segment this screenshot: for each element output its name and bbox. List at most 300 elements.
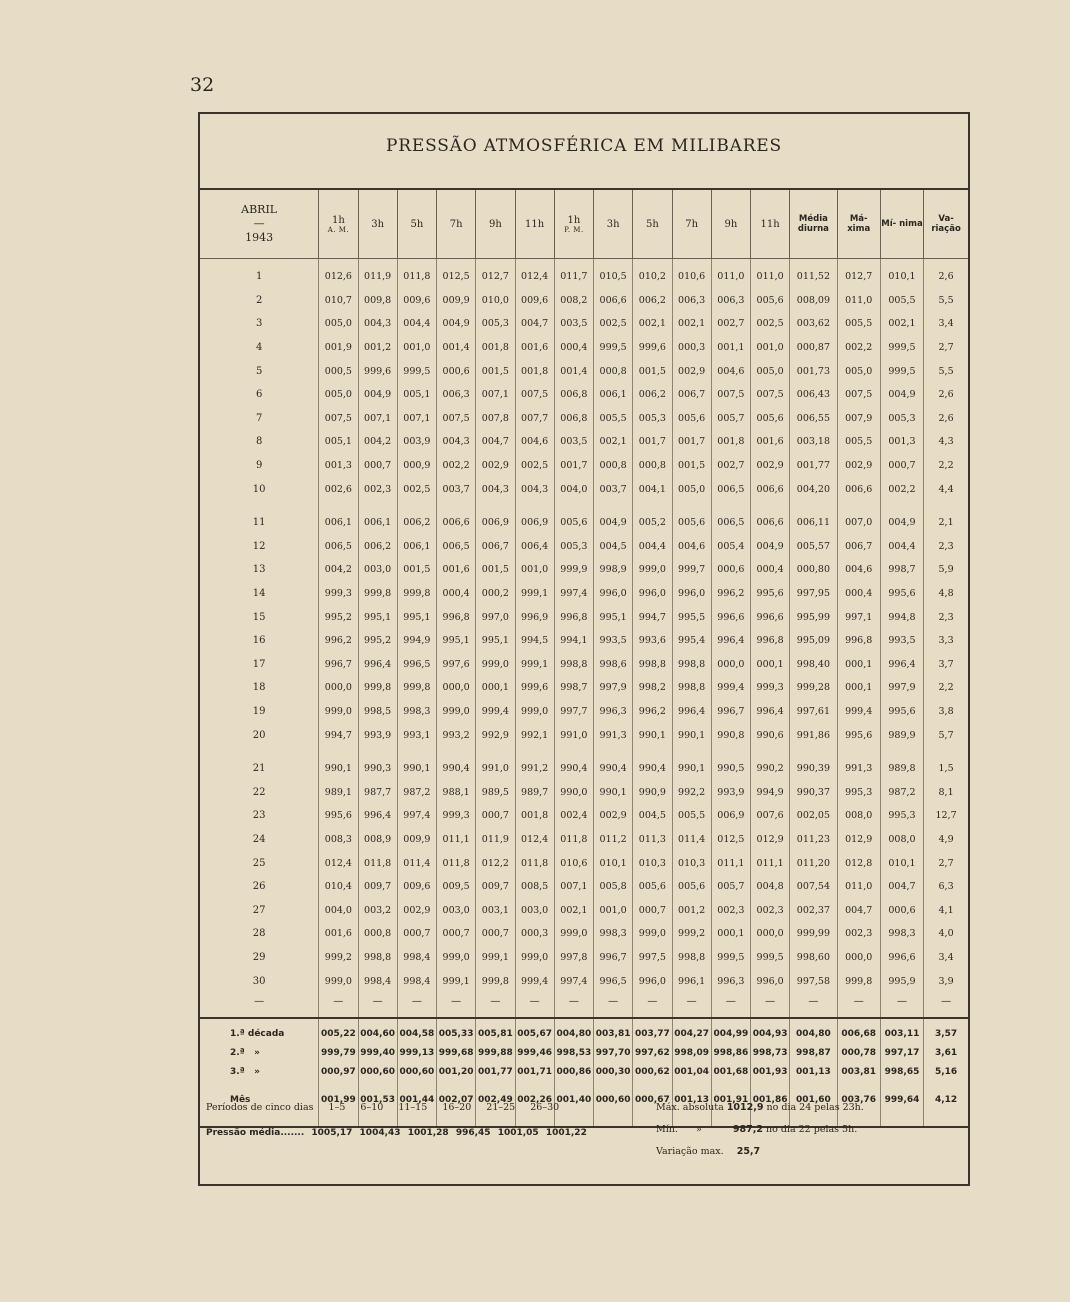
value-cell: 012,4 — [319, 851, 358, 875]
day-cell: 27 — [200, 898, 319, 922]
value-cell: 999,5 — [397, 359, 436, 383]
value-cell: 004,7 — [515, 312, 554, 336]
decade-value: 005,33 — [437, 1025, 476, 1044]
value-cell: 002,3 — [711, 898, 750, 922]
value-cell: 990,4 — [437, 757, 476, 781]
value-cell: 006,9 — [711, 804, 750, 828]
value-cell: 999,0 — [437, 700, 476, 724]
value-cell: 990,1 — [633, 723, 672, 747]
spacer-cell — [476, 501, 515, 511]
value-cell: 002,9 — [672, 359, 711, 383]
value-cell: 998,3 — [397, 700, 436, 724]
decade-label: 3.ª » — [200, 1063, 319, 1082]
spacer-cell — [837, 1018, 880, 1025]
dash-row — [200, 993, 968, 1011]
value-cell: 998,60 — [790, 946, 837, 970]
spacer-cell — [711, 1011, 750, 1018]
value-cell: 2,1 — [938, 517, 954, 529]
value-cell: 003,2 — [358, 898, 397, 922]
spacer-cell — [594, 747, 633, 757]
value-cell: 008,9 — [358, 828, 397, 852]
value-cell: 998,8 — [633, 653, 672, 677]
value-cell: 996,0 — [633, 582, 672, 606]
value-cell: 004,20 — [790, 477, 837, 501]
value-cell: 998,4 — [397, 946, 436, 970]
value-cell: 995,1 — [476, 629, 515, 653]
value-cell: 3,4 — [938, 318, 954, 330]
spacer-cell — [200, 1011, 319, 1018]
decade-value: 001,13 — [790, 1063, 837, 1082]
month-value: 000,67 — [633, 1082, 672, 1118]
hour-header — [594, 190, 633, 259]
dash-cell: — — [515, 993, 554, 1011]
value-cell: 989,1 — [319, 780, 358, 804]
value-cell: 000,3 — [515, 922, 554, 946]
value-cell: 001,8 — [515, 804, 554, 828]
day-cell: 10 — [200, 477, 319, 501]
value-cell: 998,3 — [594, 922, 633, 946]
value-cell: 002,9 — [837, 454, 880, 478]
spacer-cell — [358, 1118, 397, 1127]
value-cell: 010,1 — [880, 851, 923, 875]
value-cell: 011,9 — [476, 828, 515, 852]
value-cell: 009,6 — [515, 289, 554, 313]
hour-period: A. M. — [327, 225, 350, 234]
mean-pressure-value: 1005,17 — [311, 1128, 353, 1138]
value-cell: 002,5 — [751, 312, 790, 336]
value-cell: 995,6 — [880, 700, 923, 724]
day-cell: 2 — [200, 289, 319, 313]
value-cell: 998,6 — [594, 653, 633, 677]
decade-value: 999,40 — [358, 1044, 397, 1063]
value-cell: 006,4 — [515, 535, 554, 559]
value-cell: 001,73 — [790, 359, 837, 383]
value-cell: 992,1 — [515, 723, 554, 747]
day-cell: 23 — [200, 804, 319, 828]
day-cell: 25 — [200, 851, 319, 875]
value-cell: 991,3 — [594, 723, 633, 747]
value-cell: 001,5 — [397, 558, 436, 582]
value-cell: 995,4 — [672, 629, 711, 653]
hour-label: 5h — [410, 218, 424, 230]
value-cell: 005,6 — [672, 407, 711, 431]
decade-value: 005,22 — [319, 1025, 358, 1044]
value-cell: 004,0 — [319, 898, 358, 922]
decade-label: 2.ª » — [200, 1044, 319, 1063]
value-cell: 001,5 — [672, 454, 711, 478]
value-cell: 996,5 — [594, 969, 633, 993]
value-cell: 012,6 — [319, 265, 358, 289]
month-value: 001,99 — [319, 1082, 358, 1118]
value-cell: 996,8 — [554, 605, 593, 629]
value-cell: 009,9 — [437, 289, 476, 313]
value-cell: 997,5 — [633, 946, 672, 970]
value-cell: 5,5 — [938, 294, 954, 306]
decade-row — [200, 1025, 968, 1044]
value-cell: 006,6 — [751, 477, 790, 501]
table-row — [200, 535, 968, 559]
value-cell: 000,0 — [837, 946, 880, 970]
value-cell: 996,6 — [880, 946, 923, 970]
value-cell: 998,9 — [594, 558, 633, 582]
value-cell: 997,9 — [880, 676, 923, 700]
month-value: 000,60 — [594, 1082, 633, 1118]
value-cell: 010,6 — [554, 851, 593, 875]
value-cell: 004,6 — [711, 359, 750, 383]
table-frame — [198, 112, 970, 1186]
value-cell: 006,1 — [397, 535, 436, 559]
value-cell: 997,4 — [397, 804, 436, 828]
value-cell: 3,4 — [938, 951, 954, 963]
value-cell: 990,4 — [554, 757, 593, 781]
value-cell: 003,5 — [554, 430, 593, 454]
value-cell: 001,9 — [319, 336, 358, 360]
decade-value: 005,81 — [476, 1025, 515, 1044]
value-cell: 011,8 — [437, 851, 476, 875]
value-cell: 003,18 — [790, 430, 837, 454]
value-cell: 002,5 — [515, 454, 554, 478]
value-cell: 999,7 — [672, 558, 711, 582]
dash-cell: — — [941, 996, 952, 1008]
table-row — [200, 558, 968, 582]
decade-value: 999,46 — [515, 1044, 554, 1063]
value-cell: 1,5 — [938, 763, 954, 775]
hour-label: 3h — [371, 218, 385, 230]
value-cell: 011,1 — [751, 851, 790, 875]
month-value: 001,60 — [790, 1082, 837, 1118]
value-cell: 006,8 — [554, 383, 593, 407]
value-cell: 007,5 — [711, 383, 750, 407]
value-cell: 000,87 — [790, 336, 837, 360]
hour-period: P. M. — [564, 225, 584, 234]
spacer-cell — [200, 501, 319, 511]
spacer-cell — [515, 1011, 554, 1018]
value-cell: 011,4 — [672, 828, 711, 852]
value-cell: 000,9 — [397, 454, 436, 478]
value-cell: 001,1 — [711, 336, 750, 360]
decade-value: 999,13 — [397, 1044, 436, 1063]
value-cell: 998,8 — [672, 946, 711, 970]
value-cell: 005,5 — [594, 407, 633, 431]
value-cell: 996,0 — [751, 969, 790, 993]
value-cell: 996,2 — [711, 582, 750, 606]
spacer-cell — [751, 501, 790, 511]
value-cell: 4,8 — [938, 588, 954, 600]
spacer-cell — [751, 1011, 790, 1018]
value-cell: 999,8 — [358, 676, 397, 700]
value-cell: 007,5 — [837, 383, 880, 407]
value-cell: 006,7 — [837, 535, 880, 559]
value-cell: 000,4 — [437, 582, 476, 606]
variation-header — [924, 190, 968, 259]
value-cell: 002,3 — [751, 898, 790, 922]
max-label: Máx. absoluta — [656, 1102, 724, 1113]
value-cell: 005,0 — [319, 383, 358, 407]
period: 26–30 — [530, 1102, 560, 1113]
value-cell: 008,3 — [319, 828, 358, 852]
decade-value: 001,68 — [711, 1063, 750, 1082]
value-cell: 000,8 — [594, 359, 633, 383]
decade-value: 000,62 — [633, 1063, 672, 1082]
value-cell: 006,3 — [672, 289, 711, 313]
day-cell: 14 — [200, 582, 319, 606]
variation-label: Variação max. — [656, 1146, 724, 1157]
value-cell: 004,9 — [594, 511, 633, 535]
spacer-cell — [476, 747, 515, 757]
month-value: 001,53 — [358, 1082, 397, 1118]
dash-cell: — — [397, 993, 436, 1011]
value-cell: 006,2 — [397, 511, 436, 535]
value-cell: 995,09 — [790, 629, 837, 653]
value-cell: 011,8 — [554, 828, 593, 852]
value-cell: 010,1 — [880, 265, 923, 289]
value-cell: 990,0 — [554, 780, 593, 804]
hour-label: 1h — [331, 214, 345, 226]
value-cell: 002,4 — [554, 804, 593, 828]
hour-label: 11h — [525, 218, 545, 230]
value-cell: 009,8 — [358, 289, 397, 313]
value-cell: 007,54 — [790, 875, 837, 899]
value-cell: 006,9 — [476, 511, 515, 535]
value-cell: 003,7 — [437, 477, 476, 501]
spacer-cell — [751, 1018, 790, 1025]
spacer-cell — [515, 1018, 554, 1025]
value-cell: 003,7 — [594, 477, 633, 501]
value-cell: 999,3 — [751, 676, 790, 700]
hour-header — [437, 190, 476, 259]
value-cell: 992,9 — [476, 723, 515, 747]
value-cell: 010,3 — [672, 851, 711, 875]
month-label: ABRIL — [241, 203, 278, 216]
value-cell: 996,0 — [594, 582, 633, 606]
spacer-cell — [924, 1011, 968, 1018]
value-cell: 000,0 — [711, 653, 750, 677]
mean-pressure-label: Pressão média....... — [206, 1128, 305, 1138]
value-cell: 2,6 — [938, 412, 954, 424]
spacer-cell — [319, 1118, 358, 1127]
value-cell: 995,6 — [837, 723, 880, 747]
value-cell: 008,2 — [554, 289, 593, 313]
spacer-cell — [397, 501, 436, 511]
hour-label: 11h — [760, 218, 780, 230]
value-cell: 998,8 — [672, 676, 711, 700]
value-cell: 2,3 — [938, 540, 954, 552]
value-cell: 000,0 — [751, 922, 790, 946]
day-cell: 8 — [200, 430, 319, 454]
value-cell: 997,8 — [554, 946, 593, 970]
page-number: 32 — [190, 74, 215, 96]
value-cell: 996,4 — [358, 804, 397, 828]
spacer-cell — [437, 501, 476, 511]
table-row — [200, 336, 968, 360]
value-cell: 002,9 — [594, 804, 633, 828]
spacer-cell — [672, 501, 711, 511]
spacer-cell — [476, 1118, 515, 1127]
decade-value: 998,86 — [711, 1044, 750, 1063]
table-row — [200, 383, 968, 407]
value-cell: 006,7 — [672, 383, 711, 407]
spacer-cell — [837, 747, 880, 757]
month-dash: — — [253, 217, 265, 230]
value-cell: 994,8 — [880, 605, 923, 629]
value-cell: 005,3 — [880, 407, 923, 431]
decade-value: 004,58 — [397, 1025, 436, 1044]
spacer-cell — [319, 501, 358, 511]
table-row — [200, 851, 968, 875]
value-cell: 002,9 — [751, 454, 790, 478]
value-cell: 011,9 — [358, 265, 397, 289]
value-cell: 998,8 — [554, 653, 593, 677]
hour-header — [515, 190, 554, 259]
spacer-cell — [476, 1011, 515, 1018]
value-cell: 001,4 — [437, 336, 476, 360]
value-cell: 994,7 — [319, 723, 358, 747]
spacer-cell — [319, 1018, 358, 1025]
value-cell: 007,6 — [751, 804, 790, 828]
value-cell: 007,5 — [319, 407, 358, 431]
value-cell: 004,2 — [358, 430, 397, 454]
value-cell: 002,2 — [837, 336, 880, 360]
mean-pressure-value: 1004,43 — [359, 1128, 401, 1138]
table-row — [200, 757, 968, 781]
mean-header-label: Média diurna — [797, 214, 829, 234]
month-value: 001,86 — [751, 1082, 790, 1118]
value-cell: 005,3 — [633, 407, 672, 431]
value-cell: 012,8 — [837, 851, 880, 875]
value-cell: 007,0 — [837, 511, 880, 535]
value-cell: 004,7 — [880, 875, 923, 899]
value-cell: 997,1 — [837, 605, 880, 629]
spacer-cell — [751, 747, 790, 757]
table-row — [200, 898, 968, 922]
spacer-cell — [437, 1018, 476, 1025]
dash-cell: — — [633, 993, 672, 1011]
value-cell: 000,7 — [476, 922, 515, 946]
decade-value: 997,62 — [633, 1044, 672, 1063]
value-cell: 004,2 — [319, 558, 358, 582]
value-cell: 000,80 — [790, 558, 837, 582]
value-cell: 006,1 — [319, 511, 358, 535]
decade-value: 004,27 — [672, 1025, 711, 1044]
value-cell: 996,3 — [711, 969, 750, 993]
spacer-cell — [672, 1018, 711, 1025]
day-cell: 12 — [200, 535, 319, 559]
value-cell: 011,2 — [594, 828, 633, 852]
value-cell: 989,7 — [515, 780, 554, 804]
hour-header — [554, 190, 593, 259]
value-cell: 5,7 — [938, 729, 954, 741]
day-cell: 22 — [200, 780, 319, 804]
hour-header — [319, 190, 358, 259]
value-cell: 012,7 — [476, 265, 515, 289]
value-cell: 999,5 — [880, 359, 923, 383]
value-cell: 990,8 — [711, 723, 750, 747]
decade-value: 5,16 — [934, 1067, 958, 1078]
min-label: Mín. » — [656, 1124, 702, 1135]
value-cell: 005,5 — [880, 289, 923, 313]
value-cell: 991,86 — [790, 723, 837, 747]
value-cell: 999,4 — [476, 700, 515, 724]
value-cell: 002,05 — [790, 804, 837, 828]
value-cell: 004,0 — [554, 477, 593, 501]
value-cell: 002,1 — [880, 312, 923, 336]
value-cell: 000,2 — [476, 582, 515, 606]
decade-value: 003,81 — [837, 1063, 880, 1082]
value-cell: 006,55 — [790, 407, 837, 431]
value-cell: 4,4 — [938, 483, 954, 495]
value-cell: 004,6 — [837, 558, 880, 582]
period: 16–20 — [442, 1102, 472, 1113]
value-cell: 001,2 — [672, 898, 711, 922]
spacer-cell — [515, 747, 554, 757]
value-cell: 005,6 — [751, 289, 790, 313]
hour-label: 9h — [488, 218, 502, 230]
value-cell: 006,8 — [554, 407, 593, 431]
value-cell: 999,0 — [554, 922, 593, 946]
value-cell: 996,2 — [633, 700, 672, 724]
value-cell: 012,9 — [837, 828, 880, 852]
value-cell: 002,1 — [554, 898, 593, 922]
hour-header — [358, 190, 397, 259]
month-value: 001,44 — [397, 1082, 436, 1118]
value-cell: 990,9 — [633, 780, 672, 804]
spacer-cell — [672, 747, 711, 757]
value-cell: 002,5 — [397, 477, 436, 501]
table-row — [200, 676, 968, 700]
mean-pressure-value: 1001,28 — [407, 1128, 449, 1138]
decade-value: 000,97 — [319, 1063, 358, 1082]
value-cell: 002,2 — [437, 454, 476, 478]
decade-value: 003,77 — [633, 1025, 672, 1044]
value-cell: 012,7 — [837, 265, 880, 289]
value-cell: 011,8 — [397, 265, 436, 289]
mean-header — [790, 190, 837, 259]
value-cell: 996,4 — [880, 653, 923, 677]
value-cell: 003,1 — [476, 898, 515, 922]
value-cell: 007,1 — [476, 383, 515, 407]
spacer-cell — [554, 1011, 593, 1018]
value-cell: 000,6 — [711, 558, 750, 582]
value-cell: 999,28 — [790, 676, 837, 700]
spacer-cell — [358, 1018, 397, 1025]
day-cell: 5 — [200, 359, 319, 383]
value-cell: 996,8 — [837, 629, 880, 653]
table-row — [200, 430, 968, 454]
value-cell: 002,1 — [594, 430, 633, 454]
spacer-cell — [437, 747, 476, 757]
value-cell: 997,4 — [554, 582, 593, 606]
value-cell: 2,7 — [938, 857, 954, 869]
value-cell: 3,7 — [938, 658, 954, 670]
value-cell: 006,2 — [633, 383, 672, 407]
decade-value: 998,73 — [751, 1044, 790, 1063]
table-row — [200, 875, 968, 899]
max-absolute-line — [656, 1102, 864, 1113]
month-value: 001,40 — [554, 1082, 593, 1118]
spacer-cell — [594, 1118, 633, 1127]
value-cell: 004,9 — [880, 511, 923, 535]
value-cell: 011,8 — [358, 851, 397, 875]
value-cell: 993,2 — [437, 723, 476, 747]
value-cell: 004,4 — [880, 535, 923, 559]
decade-value: 001,93 — [751, 1063, 790, 1082]
value-cell: 010,3 — [633, 851, 672, 875]
value-cell: 4,0 — [938, 928, 954, 940]
value-cell: 000,1 — [711, 922, 750, 946]
value-cell: 999,5 — [711, 946, 750, 970]
value-cell: 994,5 — [515, 629, 554, 653]
value-cell: 12,7 — [935, 810, 957, 822]
